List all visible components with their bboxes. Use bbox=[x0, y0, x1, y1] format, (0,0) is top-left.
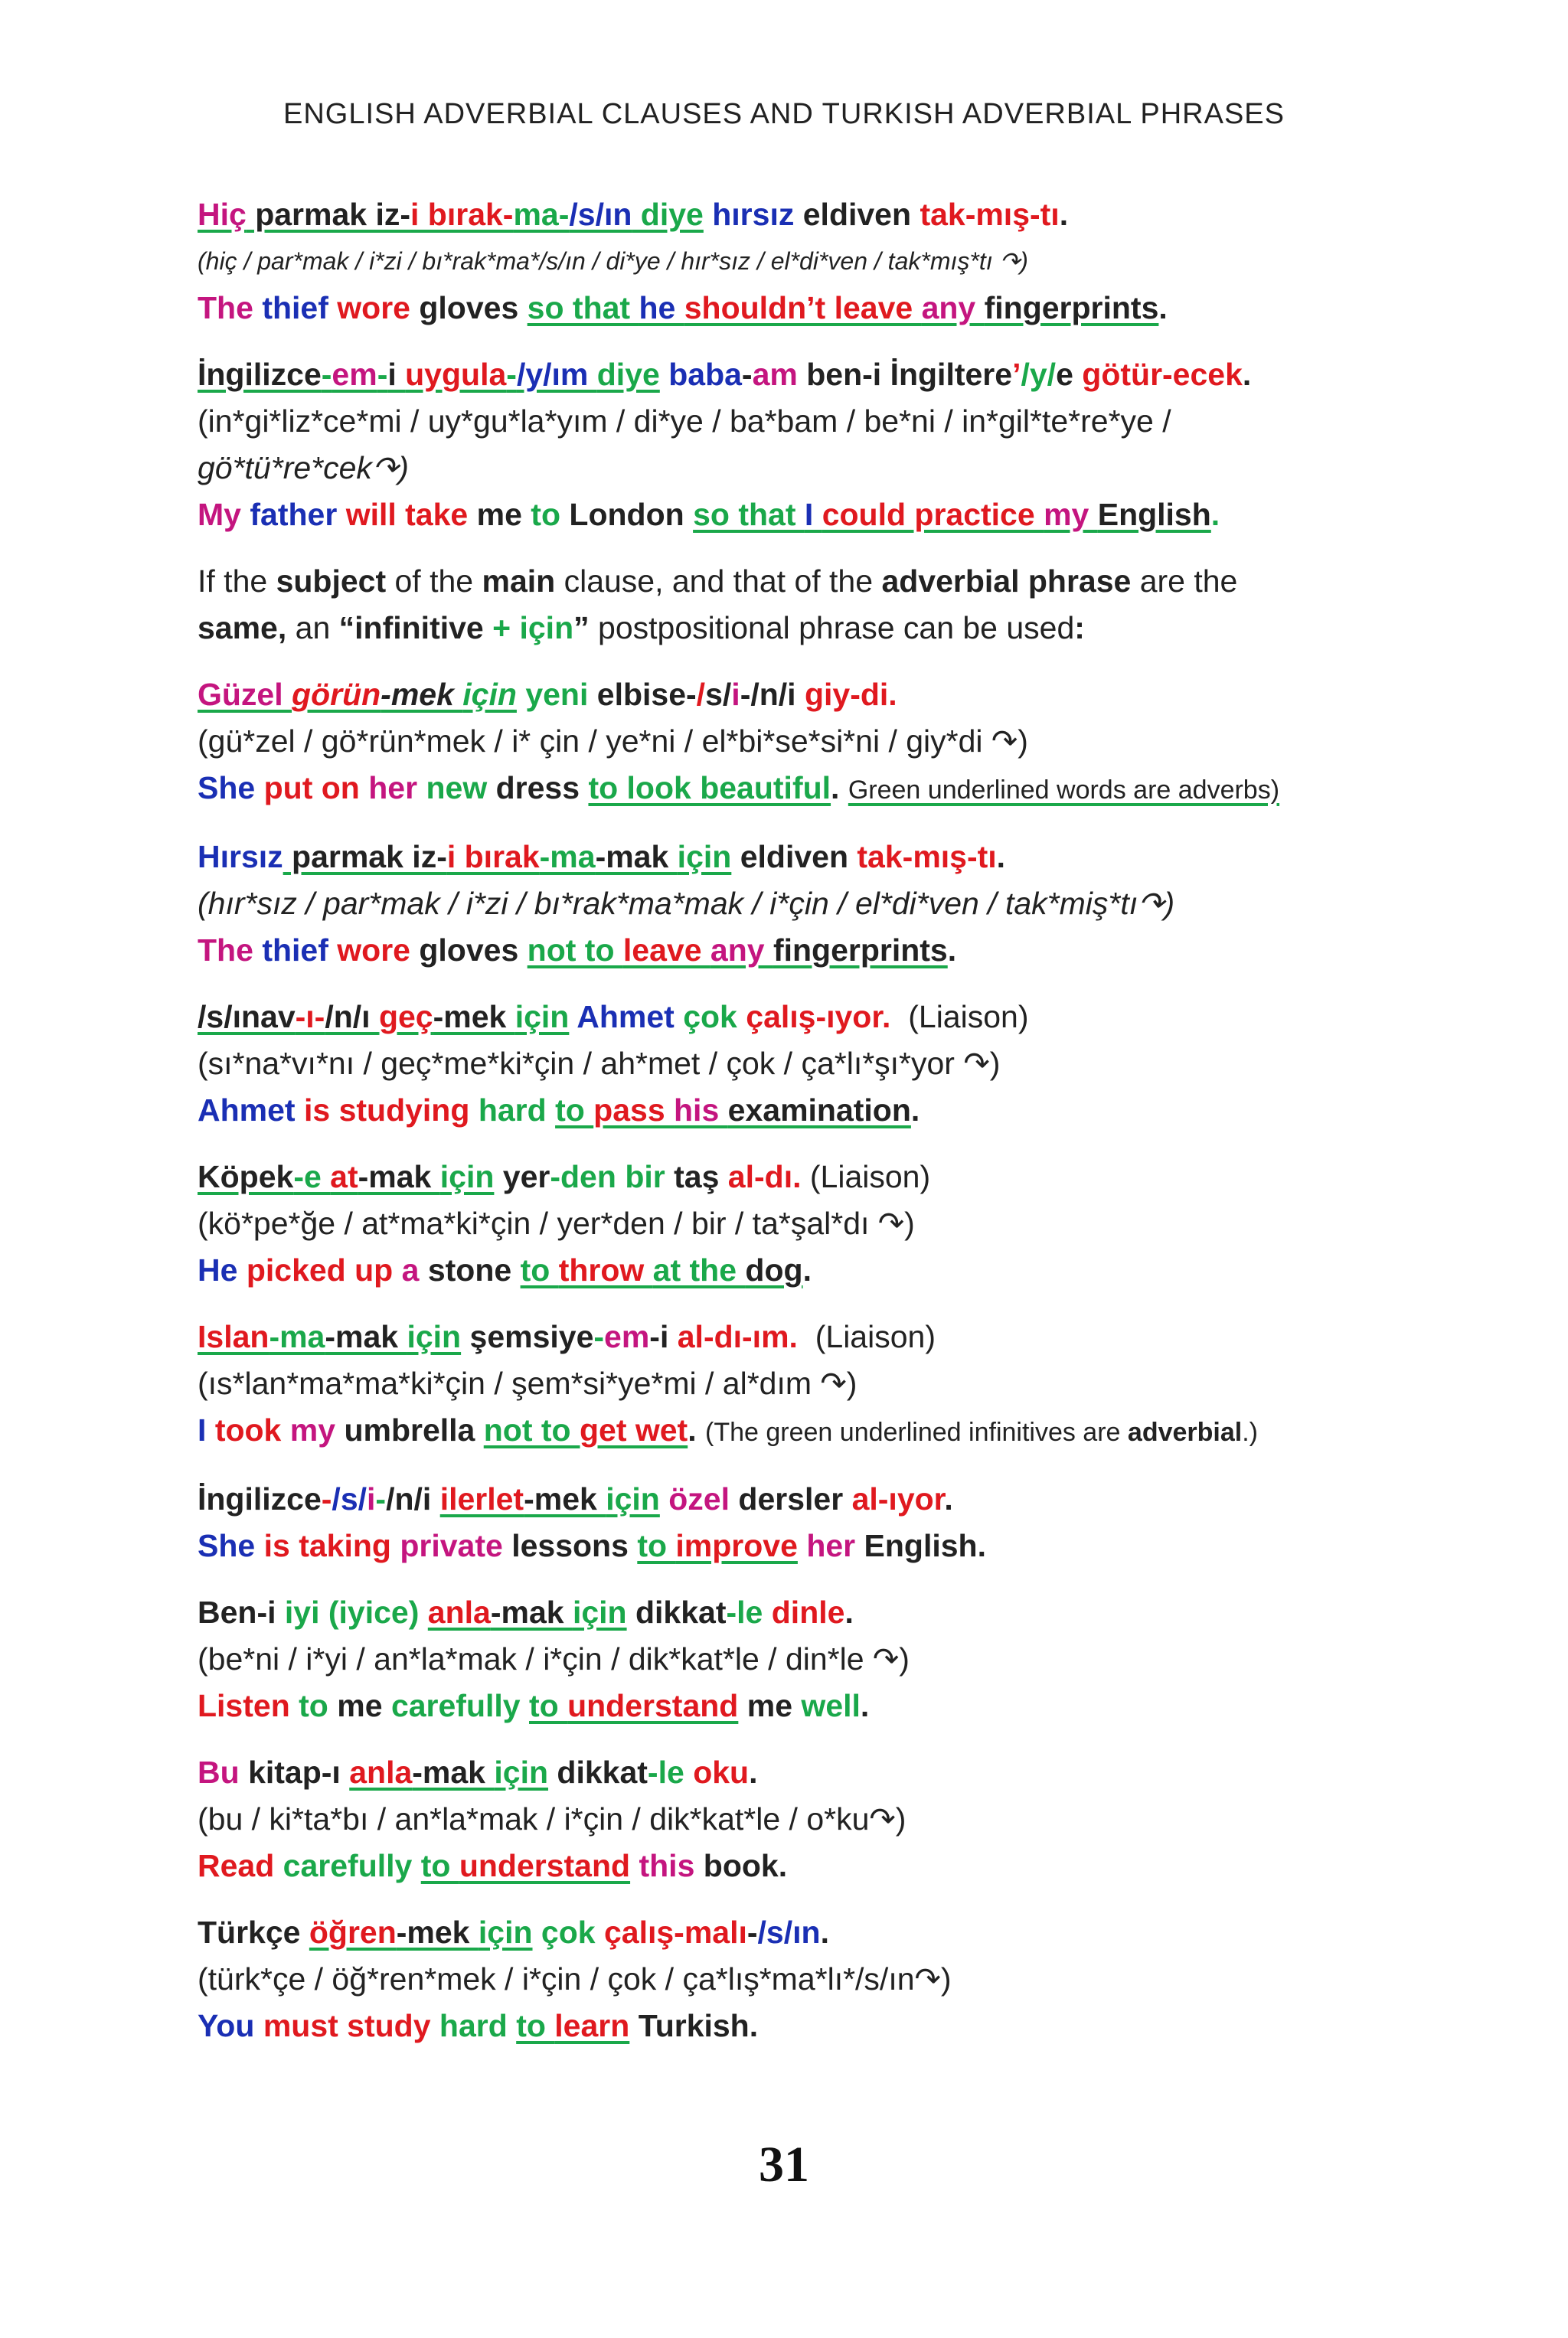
paragraph-line: If the subject of the main clause, and that of the adverbial phrase are the bbox=[198, 563, 1238, 599]
explanation-paragraph bbox=[198, 558, 1392, 651]
english-sentence: I took my umbrella not to get wet. (The green underlined infinitives are adverbial.) bbox=[198, 1412, 1258, 1448]
example-block bbox=[198, 1909, 1392, 2049]
example-block bbox=[198, 1476, 1392, 1569]
example-block bbox=[198, 1589, 1392, 1729]
turkish-sentence: Köpek-e at-mak için yer-den bir taş al-dı. (Liaison) bbox=[198, 1159, 931, 1194]
paragraph-line: same, an “infinitive + için” postpositional phrase can be used: bbox=[198, 610, 1085, 645]
pronunciation: (be*ni / i*yi / an*la*mak / i*çin / dik*kat*le / din*le ↷) bbox=[198, 1641, 910, 1677]
english-sentence: The thief wore gloves not to leave any fingerprints. bbox=[198, 932, 957, 968]
example-block bbox=[198, 994, 1392, 1134]
english-sentence: She put on her new dress to look beautiful. Green underlined words are adverbs) bbox=[198, 770, 1280, 805]
turkish-sentence: Hırsız parmak iz-i bırak-ma-mak için eldiven tak-mış-tı. bbox=[198, 839, 1006, 874]
english-sentence: Read carefully to understand this book. bbox=[198, 1848, 788, 1883]
pronunciation: (sı*na*vı*nı / geç*me*ki*çin / ah*met / çok / ça*lı*şı*yor ↷) bbox=[198, 1046, 1001, 1081]
pronunciation: (ıs*lan*ma*ma*ki*çin / şem*si*ye*mi / al*dım ↷) bbox=[198, 1366, 858, 1401]
pronunciation: (kö*pe*ğe / at*ma*ki*çin / yer*den / bir / ta*şal*dı ↷) bbox=[198, 1206, 915, 1241]
pronunciation: (in*gi*liz*ce*mi / uy*gu*la*yım / di*ye / ba*bam / be*ni / in*gil*te*re*ye / bbox=[198, 403, 1171, 439]
example-block bbox=[198, 1314, 1392, 1456]
page-content bbox=[198, 191, 1392, 2069]
pronunciation: (hır*sız / par*mak / i*zi / bı*rak*ma*mak / i*çin / el*di*ven / tak*miş*tı↷) bbox=[198, 886, 1175, 921]
turkish-sentence: Güzel görün-mek için yeni elbise-/s/i-/n/i giy-di. bbox=[198, 677, 897, 712]
turkish-sentence: İngilizce-em-i uygula-/y/ım diye baba-am ben-i İngiltere’/y/e götür-ecek. bbox=[198, 357, 1252, 392]
page-number: 31 bbox=[759, 2137, 809, 2193]
english-sentence: Ahmet is studying hard to pass his examination. bbox=[198, 1092, 920, 1128]
english-sentence: The thief wore gloves so that he shouldn’t leave any fingerprints. bbox=[198, 290, 1168, 325]
page-header: ENGLISH ADVERBIAL CLAUSES AND TURKISH ADVERBIAL PHRASES bbox=[283, 98, 1285, 130]
turkish-sentence: Hiç parmak iz-i bırak-ma-/s/ın diye hırsız eldiven tak-mış-tı. bbox=[198, 197, 1069, 232]
example-block bbox=[198, 671, 1392, 814]
pronunciation: (hiç / par*mak / i*zi / bı*rak*ma*/s/ın / di*ye / hır*sız / el*di*ven / tak*mış*tı ↷) bbox=[198, 247, 1028, 275]
turkish-sentence: Ben-i iyi (iyice) anla-mak için dikkat-le dinle. bbox=[198, 1595, 854, 1630]
turkish-sentence: /s/ınav-ı-/n/ı geç-mek için Ahmet çok çalış-ıyor. (Liaison) bbox=[198, 999, 1029, 1034]
turkish-sentence: Islan-ma-mak için şemsiye-em-i al-dı-ım. (Liaison) bbox=[198, 1319, 936, 1354]
pronunciation-continued: gö*tü*re*cek↷) bbox=[198, 450, 409, 485]
turkish-sentence: Türkçe öğren-mek için çok çalış-malı-/s/ın. bbox=[198, 1915, 829, 1950]
example-block bbox=[198, 191, 1392, 331]
english-sentence: Listen to me carefully to understand me well. bbox=[198, 1688, 870, 1723]
pronunciation: (gü*zel / gö*rün*mek / i* çin / ye*ni / el*bi*se*si*ni / giy*di ↷) bbox=[198, 723, 1028, 759]
example-block bbox=[198, 834, 1392, 974]
pronunciation: (türk*çe / öğ*ren*mek / i*çin / çok / ça*lış*ma*lı*/s/ın↷) bbox=[198, 1961, 952, 1997]
example-block bbox=[198, 1749, 1392, 1889]
pronunciation: (bu / ki*ta*bı / an*la*mak / i*çin / dik*kat*le / o*ku↷) bbox=[198, 1801, 906, 1837]
english-sentence: My father will take me to London so that I could practice my English. bbox=[198, 497, 1220, 532]
example-block bbox=[198, 351, 1392, 538]
english-sentence: You must study hard to learn Turkish. bbox=[198, 2008, 759, 2043]
turkish-sentence: İngilizce-/s/i-/n/i ilerlet-mek için özel dersler al-ıyor. bbox=[198, 1481, 953, 1517]
english-sentence: She is taking private lessons to improve her English. bbox=[198, 1528, 987, 1563]
english-sentence: He picked up a stone to throw at the dog. bbox=[198, 1252, 812, 1288]
turkish-sentence: Bu kitap-ı anla-mak için dikkat-le oku. bbox=[198, 1755, 758, 1790]
example-block bbox=[198, 1154, 1392, 1294]
